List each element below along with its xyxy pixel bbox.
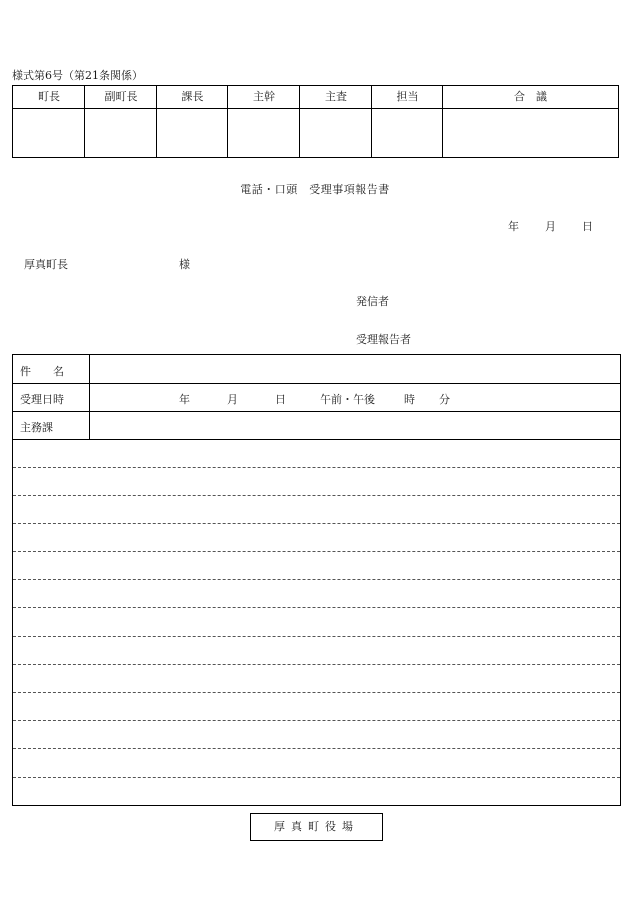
town-office-label: 厚真町役場 xyxy=(250,813,383,841)
date-day: 日 xyxy=(582,220,593,233)
department-row xyxy=(13,411,620,440)
received-month: 月 xyxy=(227,393,238,406)
addressee: 厚真町長 xyxy=(24,258,68,271)
approval-stamp-table xyxy=(12,85,619,158)
approval-header-chief-officer: 主幹 xyxy=(253,90,275,103)
honorific: 様 xyxy=(179,258,190,271)
date-line xyxy=(508,218,593,234)
subject-row xyxy=(13,355,620,384)
approval-header-mayor: 町長 xyxy=(38,90,60,103)
approval-header-staff-in-charge: 担当 xyxy=(396,90,419,103)
approval-header-section-chief: 課長 xyxy=(181,90,204,103)
received-ampm: 午前・午後 xyxy=(320,393,375,406)
received-day: 日 xyxy=(275,393,286,406)
writing-line xyxy=(13,636,620,637)
subject-label: 件 名 xyxy=(20,365,64,378)
writing-line xyxy=(13,467,620,468)
approval-header-senior-staff: 主査 xyxy=(325,90,347,103)
writing-line xyxy=(13,748,620,749)
writing-line xyxy=(13,607,620,608)
report-table xyxy=(12,354,621,806)
form-number: 様式第6号（第21条関係） xyxy=(12,69,143,82)
document-title: 電話・口頭 受理事項報告書 xyxy=(240,183,390,196)
writing-line xyxy=(13,720,620,721)
received-label: 受理日時 xyxy=(20,393,64,406)
writing-line xyxy=(13,664,620,665)
approval-header-deputy-mayor: 副町長 xyxy=(104,90,138,103)
date-year: 年 xyxy=(508,220,519,233)
received-year: 年 xyxy=(179,393,190,406)
writing-line xyxy=(13,551,620,552)
writing-line xyxy=(13,579,620,580)
writing-line xyxy=(13,523,620,524)
received-row xyxy=(13,383,620,412)
received-minute: 分 xyxy=(439,393,450,406)
label-divider xyxy=(89,355,90,439)
sender-label: 発信者 xyxy=(356,295,389,308)
received-hour: 時 xyxy=(404,393,415,406)
reporter-label: 受理報告者 xyxy=(356,333,411,346)
date-month: 月 xyxy=(545,220,556,233)
department-label: 主務課 xyxy=(20,421,53,434)
writing-line xyxy=(13,692,620,693)
approval-header-consultation: 合 議 xyxy=(514,90,547,103)
writing-line xyxy=(13,777,620,778)
writing-line xyxy=(13,495,620,496)
